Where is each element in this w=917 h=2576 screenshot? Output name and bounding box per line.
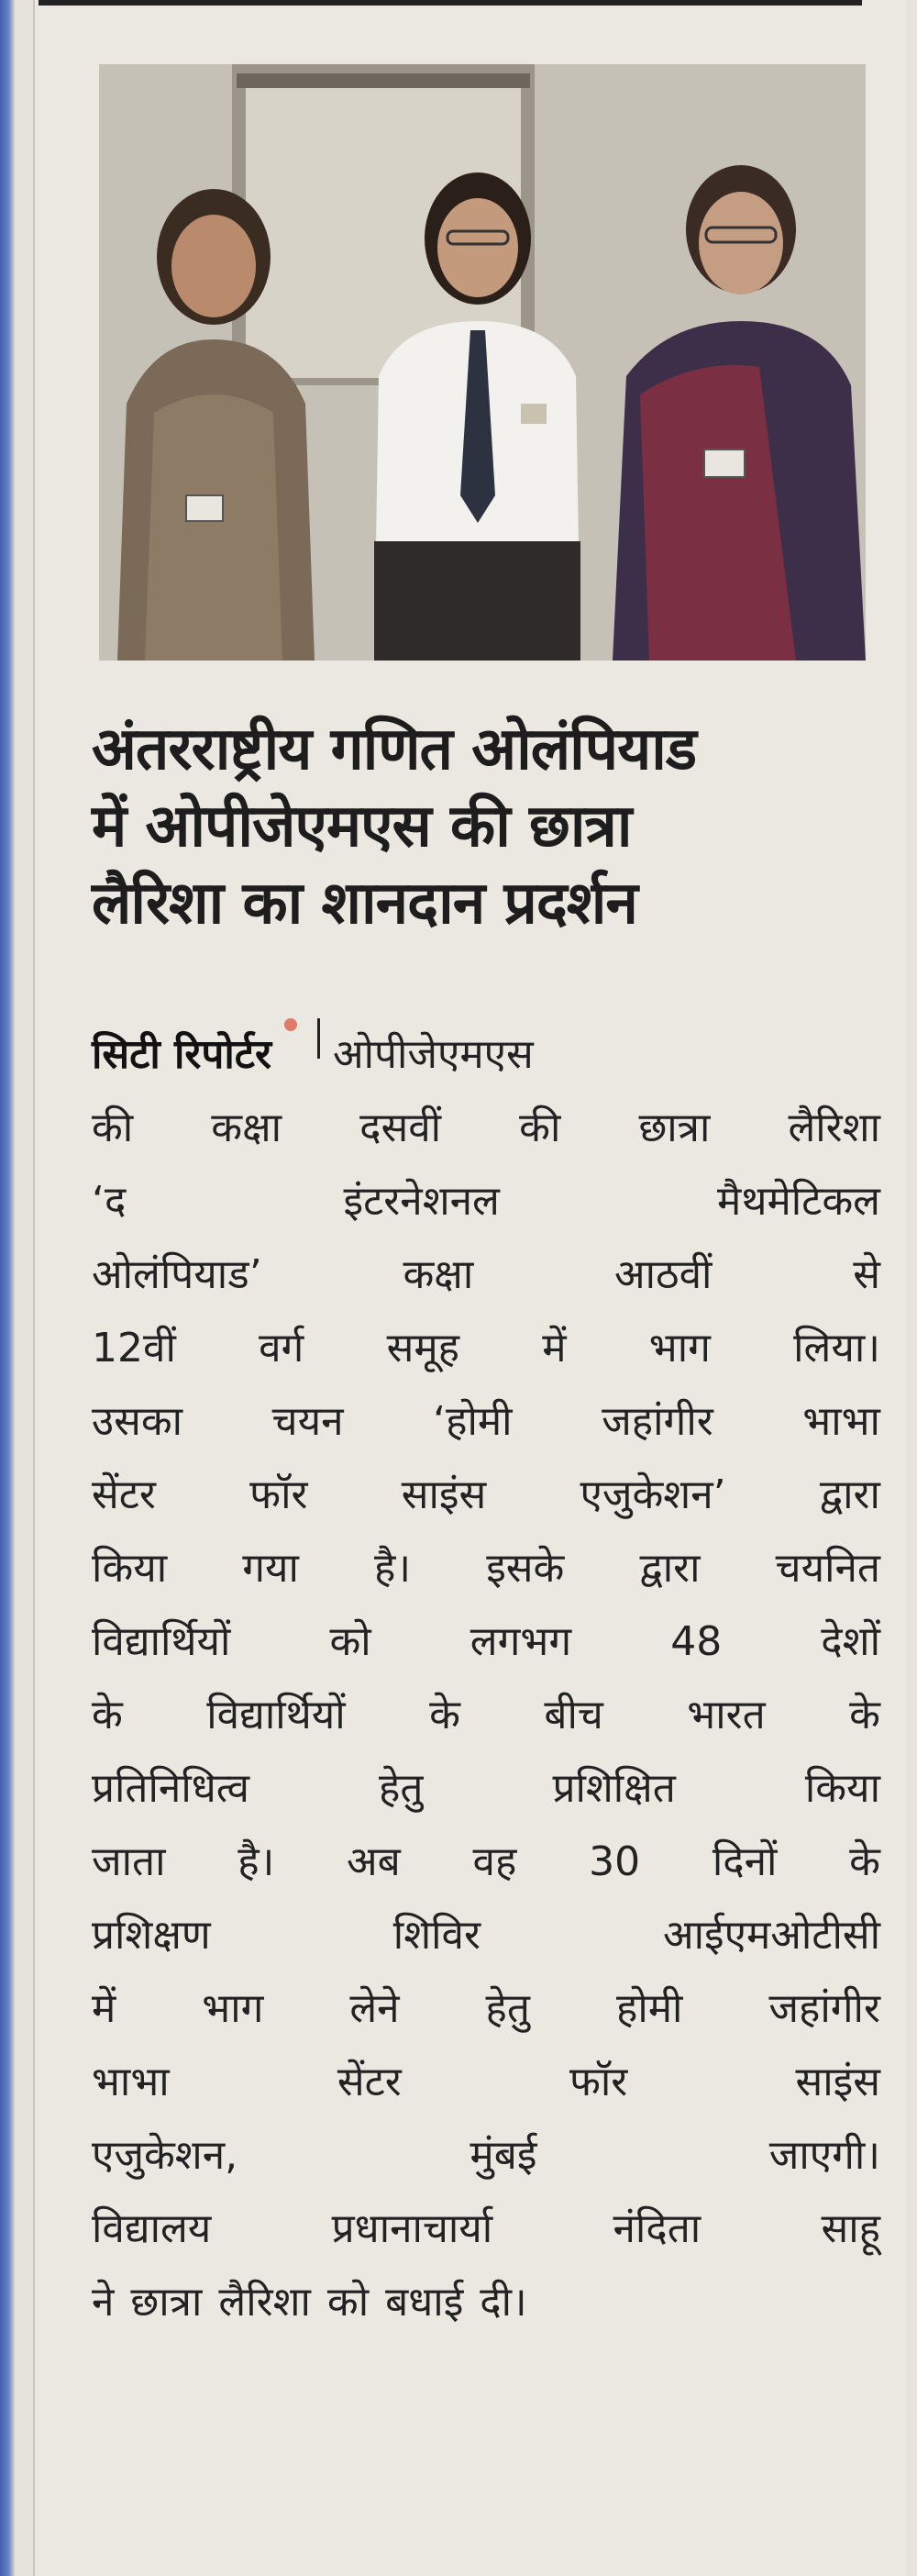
word: साइंस — [795, 2059, 880, 2105]
word: है। — [238, 1838, 275, 1885]
word: जहांगीर — [768, 1985, 880, 2032]
word: लेने — [349, 1985, 400, 2032]
word: अब — [347, 1838, 401, 1885]
headline-line: अंतरराष्ट्रीय गणित ओलंपियाड — [92, 716, 697, 783]
word: किया — [804, 1765, 880, 1812]
word: प्रशिक्षित — [552, 1765, 676, 1812]
word: से — [853, 1251, 880, 1298]
byline-separator — [317, 1018, 320, 1059]
word: भाग — [648, 1325, 711, 1371]
word: बीच — [544, 1692, 603, 1738]
article-line — [92, 1459, 880, 1532]
word: ‘द — [92, 1178, 127, 1225]
article-line — [92, 1532, 880, 1605]
word: के — [849, 1838, 880, 1885]
article-line — [92, 1238, 880, 1312]
article-line — [92, 1899, 880, 1972]
article-line — [92, 2266, 880, 2339]
word: दसवीं — [359, 1105, 442, 1151]
top-rule — [39, 0, 862, 6]
article-line — [92, 1018, 880, 1092]
word: 48 — [670, 1618, 723, 1665]
word: होमी — [615, 1985, 683, 2032]
word: आईएमओटीसी — [663, 1912, 880, 1959]
word: देशों — [821, 1618, 880, 1665]
article-line — [92, 1092, 880, 1165]
word: छात्रा — [638, 1105, 711, 1151]
word: भाग — [202, 1985, 264, 2032]
word: विद्यार्थियों — [206, 1692, 346, 1738]
word: वह — [472, 1838, 517, 1885]
word: इसके — [486, 1545, 565, 1592]
headline-line: लैरिशा का शानदान प्रदर्शन — [92, 870, 637, 938]
headline — [92, 711, 880, 942]
word: आठवीं — [614, 1251, 713, 1298]
word: में — [542, 1325, 567, 1371]
word: वर्ग — [259, 1325, 304, 1371]
word: कक्षा — [211, 1105, 282, 1151]
word: विद्यार्थियों — [92, 1618, 231, 1665]
article-line — [92, 1679, 880, 1752]
word: गया — [242, 1545, 299, 1592]
word: समूह — [386, 1325, 459, 1371]
word: एजुकेशन’ — [580, 1471, 726, 1518]
word: दिनों — [712, 1838, 778, 1885]
article-line — [92, 1165, 880, 1238]
word: सेंटर — [92, 1471, 156, 1518]
word: भाभा — [802, 1398, 880, 1445]
word: साइंस — [401, 1471, 487, 1518]
word: में — [92, 1985, 116, 2032]
word: भाभा — [92, 2059, 170, 2105]
word: लगभग — [470, 1618, 572, 1665]
article-body — [92, 1018, 880, 2339]
word: जहांगीर — [602, 1398, 713, 1445]
article-line — [92, 1312, 880, 1385]
word: प्रतिनिधित्व — [92, 1765, 249, 1812]
word: 12वीं — [92, 1325, 176, 1371]
word: बधाई — [385, 2279, 464, 2326]
word: शिविर — [392, 1912, 481, 1959]
headline-line: में ओपीजेएमएस की छात्रा — [92, 793, 632, 861]
word: हेतु — [378, 1765, 424, 1812]
article-line — [92, 1826, 880, 1899]
word: जाता — [92, 1838, 166, 1885]
word: को — [326, 2279, 370, 2326]
word: जाएगी। — [768, 2132, 880, 2179]
word: के — [429, 1692, 460, 1738]
article-line — [92, 2193, 880, 2266]
word: हेतु — [485, 1985, 530, 2032]
byline-dot-icon — [284, 1018, 297, 1031]
word: की — [519, 1105, 561, 1151]
word: ओपीजेएमएस — [332, 1031, 534, 1078]
word: द्वारा — [639, 1545, 701, 1592]
word: उसका — [92, 1398, 183, 1445]
word: प्रधानाचार्या — [331, 2205, 493, 2252]
word: दी। — [480, 2279, 527, 2326]
word: चयन — [271, 1398, 344, 1445]
word: द्वारा — [819, 1471, 880, 1518]
article-line — [92, 1972, 880, 2046]
word: प्रशिक्षण — [92, 1912, 211, 1959]
word: को — [329, 1618, 371, 1665]
word: ओलंपियाड’ — [92, 1251, 262, 1298]
word: सेंटर — [337, 2059, 402, 2105]
byline: सिटी रिपोर्टर — [92, 1031, 271, 1078]
word: लैरिशा — [218, 2279, 311, 2326]
word: ने — [92, 2279, 115, 2326]
word: लैरिशा — [788, 1105, 880, 1151]
article-line — [92, 2046, 880, 2119]
article-line — [92, 1385, 880, 1459]
article-line — [92, 1752, 880, 1826]
word: कक्षा — [403, 1251, 474, 1298]
word: की — [92, 1105, 134, 1151]
word: चयनित — [775, 1545, 880, 1592]
article-line — [92, 1605, 880, 1679]
word: भारत — [687, 1692, 766, 1738]
word: मुंबई — [470, 2132, 537, 2179]
word: नंदिता — [613, 2205, 702, 2252]
word: एजुकेशन, — [92, 2132, 238, 2179]
word: के — [849, 1692, 880, 1738]
word: लिया। — [793, 1325, 880, 1371]
word: है। — [374, 1545, 412, 1592]
word: फॉर — [249, 1471, 308, 1518]
word: 30 — [589, 1838, 641, 1885]
word: इंटरनेशनल — [343, 1178, 500, 1225]
word: साहू — [821, 2205, 880, 2252]
word: विद्यालय — [92, 2205, 212, 2252]
word: फॉर — [569, 2059, 628, 2105]
article-photo — [99, 64, 866, 661]
word: मैथमेटिकल — [717, 1178, 880, 1225]
word: के — [92, 1692, 123, 1738]
word: छात्रा — [130, 2279, 203, 2326]
word: ‘होमी — [433, 1398, 513, 1445]
page-margin-strip — [0, 0, 15, 2576]
word: किया — [92, 1545, 168, 1592]
article-line — [92, 2119, 880, 2193]
